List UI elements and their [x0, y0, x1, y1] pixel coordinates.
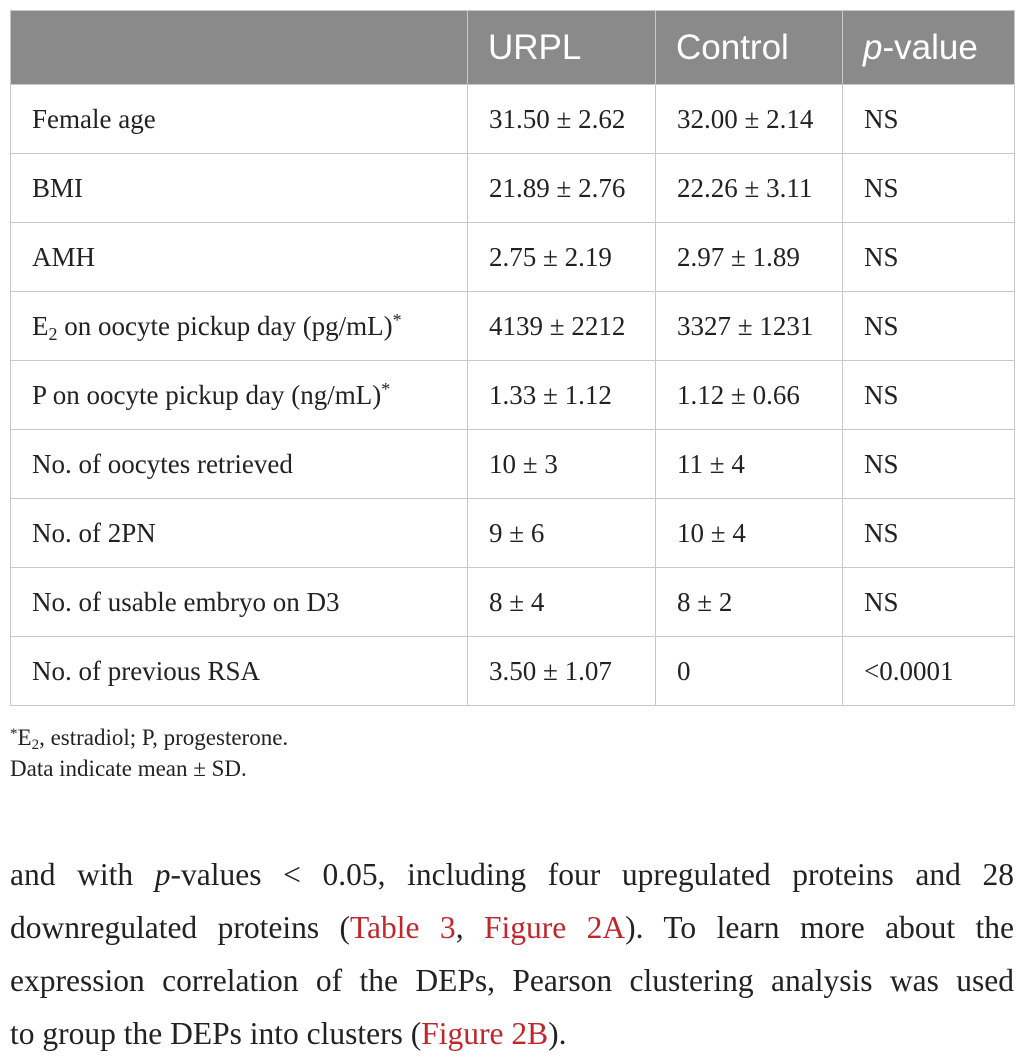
- control-value: 3327 ± 1231: [656, 292, 843, 361]
- p-value: NS: [843, 568, 1015, 637]
- p-value: NS: [843, 292, 1015, 361]
- row-label: $E_2$ on oocyte pickup day (pg/mL)*: [11, 292, 468, 361]
- urpl-value: 8 ± 4: [468, 568, 656, 637]
- control-value: 1.12 ± 0.66: [656, 361, 843, 430]
- row-label: P on oocyte pickup day (ng/mL)*: [11, 361, 468, 430]
- urpl-value: 2.75 ± 2.19: [468, 223, 656, 292]
- row-label: No. of previous RSA: [11, 637, 468, 706]
- p-value: NS: [843, 430, 1015, 499]
- row-label: No. of oocytes retrieved: [11, 430, 468, 499]
- p-value: NS: [843, 154, 1015, 223]
- p-value: <0.0001: [843, 637, 1015, 706]
- header-urpl: URPL: [468, 11, 656, 85]
- urpl-value: 4139 ± 2212: [468, 292, 656, 361]
- body-paragraph: [10, 848, 1014, 1060]
- urpl-value: 21.89 ± 2.76: [468, 154, 656, 223]
- row-label: AMH: [11, 223, 468, 292]
- table-row: [11, 154, 1015, 223]
- table-row: [11, 292, 1015, 361]
- figure-2b-link[interactable]: Figure 2B: [421, 1016, 549, 1051]
- p-value: NS: [843, 85, 1015, 154]
- paragraph-line: to group the DEPs into clusters (Figure 2B).: [10, 1016, 567, 1051]
- urpl-value: 31.50 ± 2.62: [468, 85, 656, 154]
- table-row: [11, 223, 1015, 292]
- control-value: 10 ± 4: [656, 499, 843, 568]
- table-row: [11, 430, 1015, 499]
- control-value: 22.26 ± 3.11: [656, 154, 843, 223]
- p-value: NS: [843, 361, 1015, 430]
- table-3-link[interactable]: Table 3: [350, 910, 456, 945]
- row-label: No. of usable embryo on D3: [11, 568, 468, 637]
- control-value: 8 ± 2: [656, 568, 843, 637]
- table-row: [11, 361, 1015, 430]
- p-value: NS: [843, 499, 1015, 568]
- control-value: 32.00 ± 2.14: [656, 85, 843, 154]
- control-value: 11 ± 4: [656, 430, 843, 499]
- figure-2a-link[interactable]: Figure 2A: [483, 910, 626, 945]
- table-row: [11, 568, 1015, 637]
- header-control: Control: [656, 11, 843, 85]
- table-header-row: [11, 11, 1015, 85]
- demographics-table: [10, 10, 1015, 706]
- row-label: Female age: [11, 85, 468, 154]
- control-value: 0: [656, 637, 843, 706]
- footnote-abbreviations: $^*E_2$, estradiol; P, progesterone.: [10, 725, 289, 753]
- p-value: NS: [843, 223, 1015, 292]
- paragraph-line: expression correlation of the DEPs, Pearson clustering analysis was used: [10, 963, 1014, 998]
- urpl-value: 1.33 ± 1.12: [468, 361, 656, 430]
- table-row: [11, 85, 1015, 154]
- urpl-value: 9 ± 6: [468, 499, 656, 568]
- table-row: [11, 637, 1015, 706]
- urpl-value: 3.50 ± 1.07: [468, 637, 656, 706]
- header-p-value: p-value: [843, 11, 1015, 85]
- paragraph-line: downregulated proteins (Table 3, Figure 2A). To learn more about the: [10, 910, 1014, 945]
- header-empty: [11, 11, 468, 85]
- urpl-value: 10 ± 3: [468, 430, 656, 499]
- table-footnotes: [10, 722, 288, 784]
- table-row: [11, 499, 1015, 568]
- footnote-data-note: Data indicate mean ± SD.: [10, 756, 247, 781]
- row-label: BMI: [11, 154, 468, 223]
- paragraph-line: and with p-values < 0.05, including four upregulated proteins and 28: [10, 857, 1014, 892]
- row-label: No. of 2PN: [11, 499, 468, 568]
- control-value: 2.97 ± 1.89: [656, 223, 843, 292]
